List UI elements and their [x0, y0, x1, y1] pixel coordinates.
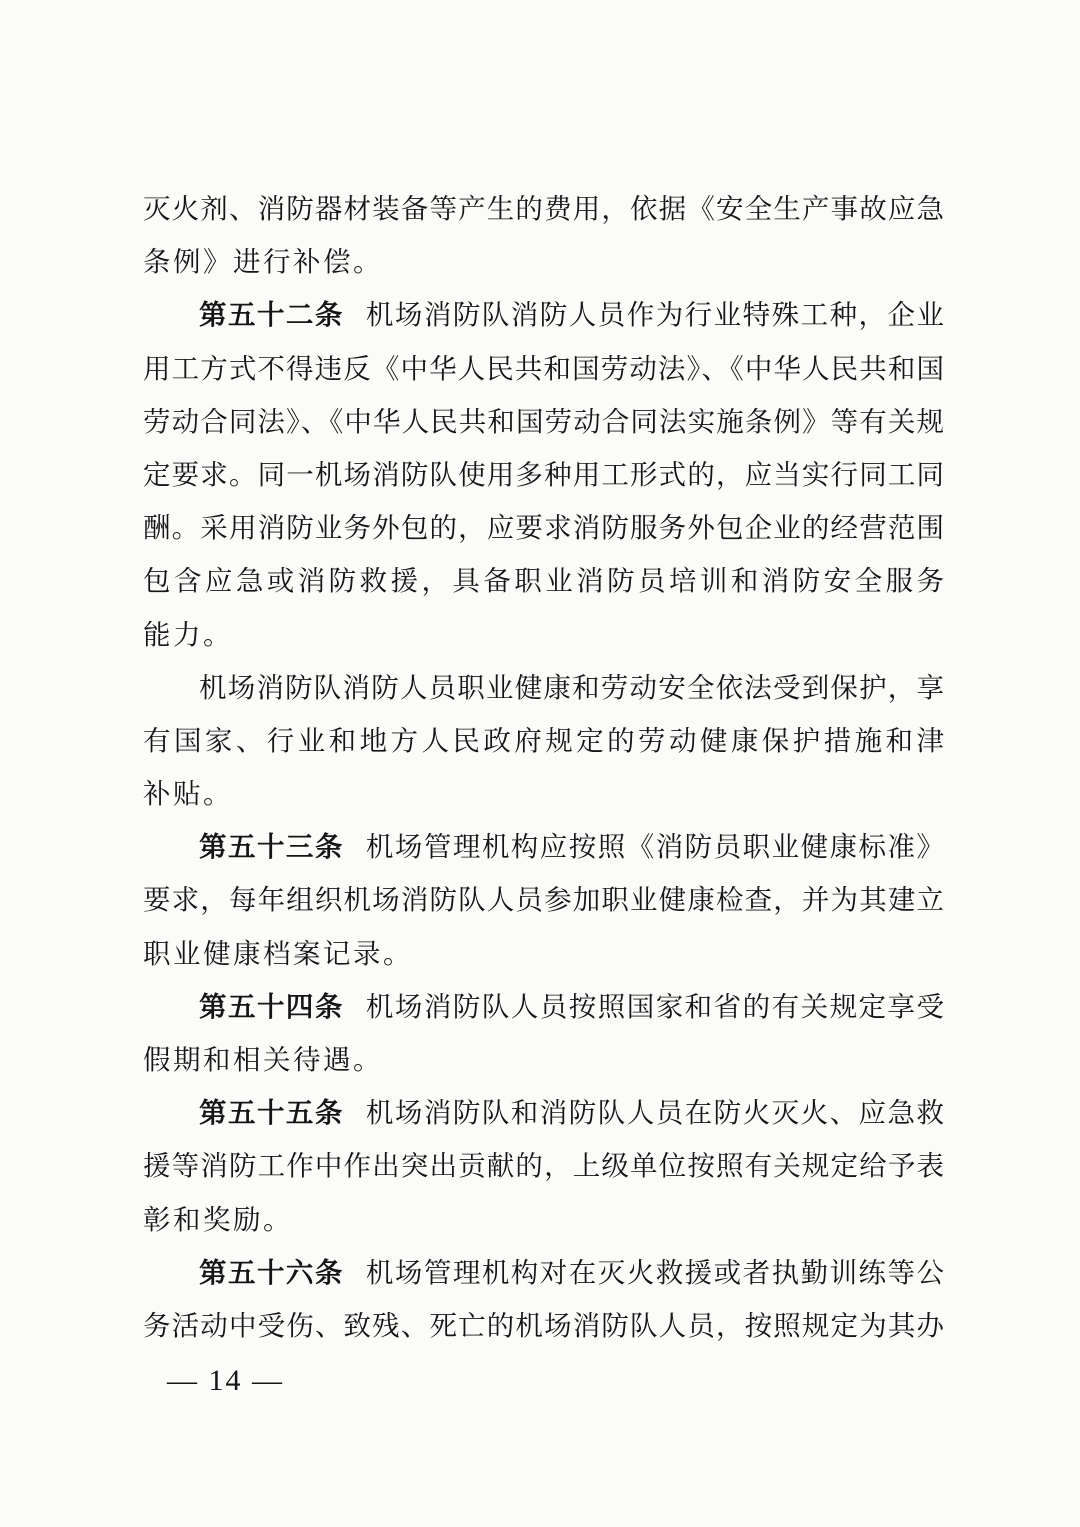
line-text: 有国家、行业和地方人民政府规定的劳动健康保护措施和津	[143, 724, 944, 756]
line-text: 能力。	[143, 618, 233, 650]
line-text: 包含应急或消防救援，具备职业消防员培训和消防安全服务	[143, 565, 944, 597]
article-number: 第五十二条	[199, 299, 344, 331]
line-text: 机场管理机构对在灭火救援或者执勤训练等公	[365, 1256, 945, 1288]
text-line	[143, 714, 944, 767]
text-line	[143, 235, 944, 288]
line-text: 援等消防工作中作出突出贡献的，上级单位按照有关规定给予表	[143, 1150, 944, 1182]
text-line	[143, 927, 944, 980]
line-text: 机场消防队和消防队人员在防火灭火、应急救	[365, 1097, 945, 1129]
line-text: 要求，每年组织机场消防队人员参加职业健康检查，并为其建立	[143, 884, 944, 916]
line-text: 机场消防队消防人员职业健康和劳动安全依法受到保护，享	[199, 671, 944, 703]
line-text: 定要求。同一机场消防队使用多种用工形式的，应当实行同工同	[143, 458, 944, 490]
text-line	[143, 1193, 944, 1246]
line-text: 假期和相关待遇。	[143, 1044, 383, 1075]
text-line	[143, 501, 944, 554]
text-line	[143, 1033, 944, 1086]
line-text: 务活动中受伤、致残、死亡的机场消防队人员，按照规定为其办	[143, 1309, 944, 1341]
text-line	[143, 288, 944, 341]
line-text: 补贴。	[143, 778, 233, 810]
text-line	[143, 1299, 944, 1352]
text-line	[143, 342, 944, 395]
line-text: 灭火剂、消防器材装备等产生的费用，依据《安全生产事故应急	[143, 193, 944, 224]
document-body	[143, 182, 944, 1352]
text-line	[143, 448, 944, 501]
article-number: 第五十六条	[199, 1256, 344, 1288]
text-line	[143, 554, 944, 607]
text-line	[143, 608, 944, 661]
line-text: 职业健康档案记录。	[143, 937, 413, 969]
page-number: — 14 —	[167, 1364, 284, 1397]
text-line	[143, 767, 944, 820]
line-text: 劳动合同法》、《中华人民共和国劳动合同法实施条例》等有关规	[143, 405, 944, 437]
line-text: 机场消防队人员按照国家和省的有关规定享受	[365, 990, 945, 1022]
text-line	[143, 1246, 944, 1299]
text-line	[143, 1139, 944, 1192]
line-text: 用工方式不得违反《中华人民共和国劳动法》、《中华人民共和国	[143, 352, 944, 384]
article-number: 第五十五条	[199, 1097, 344, 1129]
line-text: 机场管理机构应按照《消防员职业健康标准》	[365, 831, 945, 863]
text-line	[143, 873, 944, 926]
article-number: 第五十三条	[199, 831, 344, 863]
article-number: 第五十四条	[199, 990, 344, 1022]
line-text: 酬。采用消防业务外包的，应要求消防服务外包企业的经营范围	[143, 512, 944, 544]
text-line	[143, 820, 944, 873]
text-line	[143, 182, 944, 235]
line-text: 彰和奖励。	[143, 1203, 293, 1235]
text-line	[143, 980, 944, 1033]
line-text: 机场消防队消防人员作为行业特殊工种，企业	[365, 299, 945, 331]
text-line	[143, 1086, 944, 1139]
line-text: 条例》进行补偿。	[143, 246, 383, 278]
text-line	[143, 661, 944, 714]
text-line	[143, 395, 944, 448]
